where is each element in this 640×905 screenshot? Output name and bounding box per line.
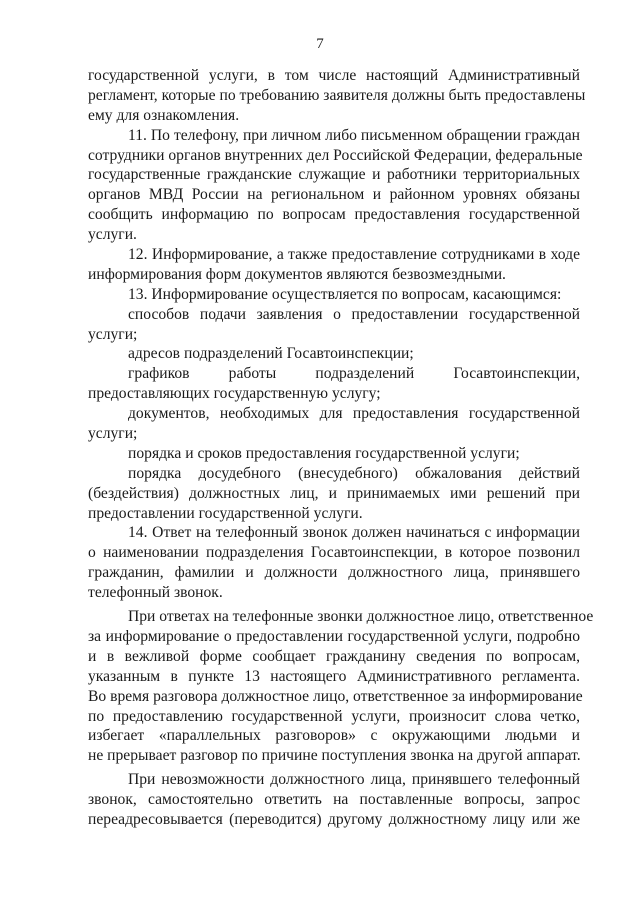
text-line: указанным в пункте 13 настоящего Административного регламента. xyxy=(88,667,580,685)
text-line: услуги; xyxy=(88,325,138,343)
text-line: органов МВД России на региональном и районном уровнях обязаны xyxy=(88,186,580,204)
text-line: предоставлении государственной услуги. xyxy=(88,504,363,522)
text-line: 13. Информирование осуществляется по вопросам, касающимся: xyxy=(128,285,562,303)
text-line: 11. По телефону, при личном либо письменном обращении граждан xyxy=(128,126,580,144)
text-line: избегает «параллельных разговоров» с окружающими людьми и xyxy=(88,727,580,745)
text-line: сотрудники органов внутренних дел Российской Федерации, федеральные xyxy=(88,146,583,164)
text-line: 12. Информирование, а также предоставление сотрудниками в ходе xyxy=(128,246,580,264)
text-line: 14. Ответ на телефонный звонок должен начинаться с информации xyxy=(128,524,580,542)
text-line: порядка досудебного (внесудебного) обжалования действий xyxy=(128,464,580,482)
text-line: государственной услуги, в том числе настоящий Административный xyxy=(88,67,580,84)
text-line: сообщить информацию по вопросам предоставления государственной xyxy=(88,206,580,224)
text-line: не прерывает разговор по причине поступления звонка на другой аппарат. xyxy=(88,747,581,765)
text-line: способов подачи заявления о предоставлении государственной xyxy=(128,305,580,323)
text-line: телефонный звонок. xyxy=(88,584,223,602)
text-line: информирования форм документов являются безвозмездными. xyxy=(88,265,506,283)
page-number: 7 xyxy=(316,36,324,52)
text-line: адресов подразделений Госавтоинспекции; xyxy=(128,345,414,363)
text-line: государственные гражданские служащие и работники территориальных xyxy=(88,166,580,184)
text-line: звонок, самостоятельно ответить на поставленные вопросы, запрос xyxy=(88,791,580,809)
text-line: за информирование о предоставлении государственной услуги, подробно xyxy=(88,627,580,645)
text-line: гражданин, фамилии и должности должностного лица, принявшего xyxy=(88,564,580,582)
text-line: переадресовывается (переводится) другому должностному лицу или же xyxy=(88,810,580,828)
text-line: предоставляющих государственную услугу; xyxy=(88,385,381,403)
text-line: по предоставлению государственной услуги, произносит слова четко, xyxy=(88,707,580,725)
text-line: документов, необходимых для предоставления государственной xyxy=(128,405,580,423)
text-line: графиков работы подразделений Госавтоинспекции, xyxy=(128,365,580,383)
text-line: о наименовании подразделения Госавтоинспекции, в которое позвонил xyxy=(88,544,580,562)
text-line: услуги; xyxy=(88,425,138,443)
text-line: регламент, которые по требованию заявителя должны быть предоставлены xyxy=(88,86,586,104)
document-body xyxy=(88,66,594,830)
text-line: Во время разговора должностное лицо, ответственное за информирование xyxy=(88,687,583,705)
text-line: ему для ознакомления. xyxy=(88,106,240,124)
text-line: (бездействия) должностных лиц, и принимаемых ими решений при xyxy=(88,484,580,502)
text-line: При ответах на телефонные звонки должностное лицо, ответственное xyxy=(128,608,594,626)
text-line: услуги. xyxy=(88,226,137,244)
text-line: порядка и сроков предоставления государственной услуги; xyxy=(128,444,520,462)
text-line: и в вежливой форме сообщает гражданину сведения по вопросам, xyxy=(88,647,580,665)
text-line: При невозможности должностного лица, принявшего телефонный xyxy=(128,771,580,789)
